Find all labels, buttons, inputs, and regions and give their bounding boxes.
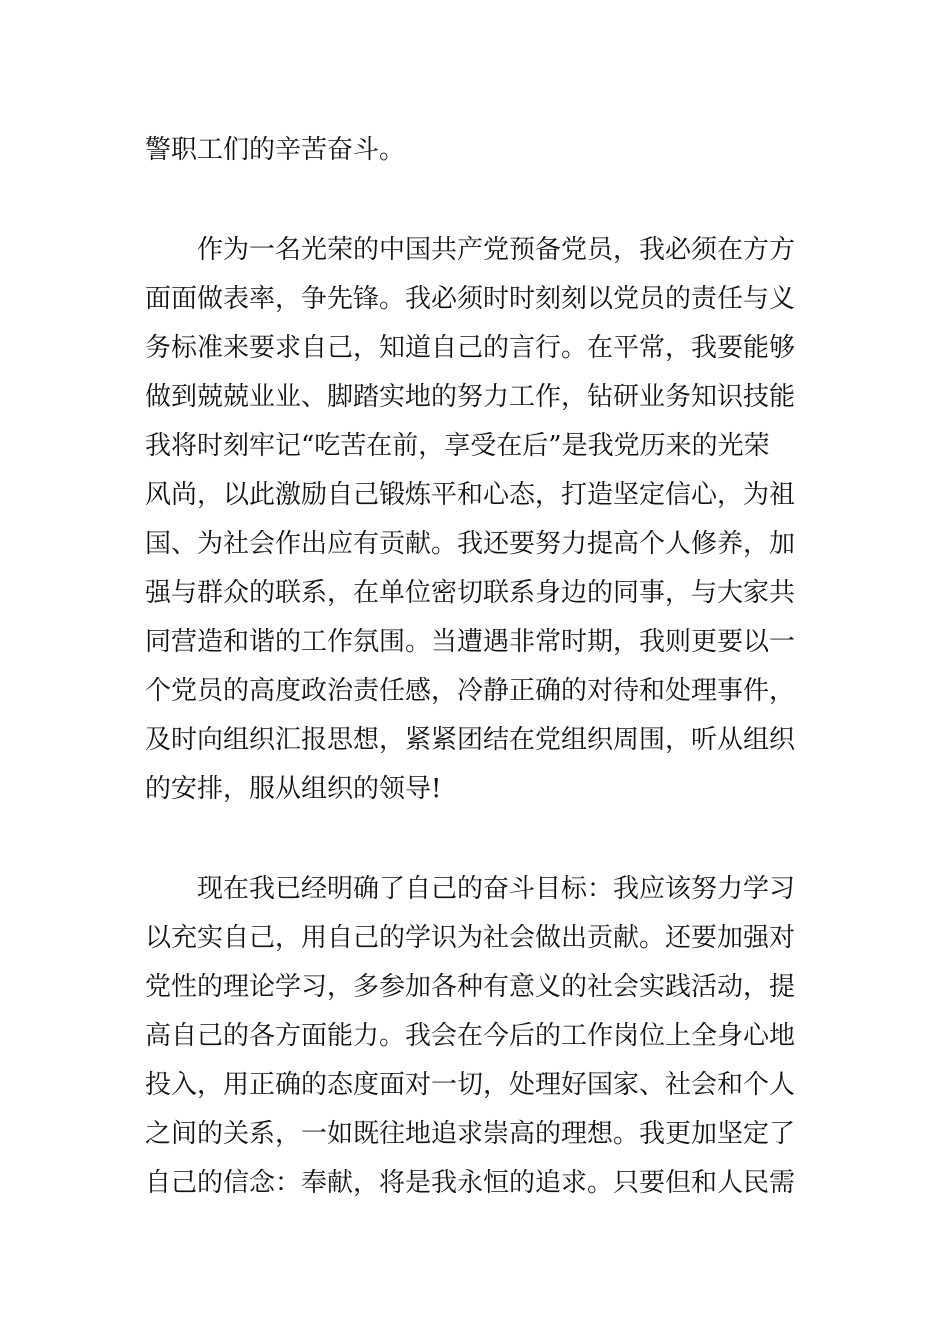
- paragraph-3-line-6: 之间的关系，一如既往地追求崇高的理想。我更加坚定了: [145, 1119, 796, 1149]
- paragraph-2-line-10: 个党员的高度政治责任感，冷静正确的对待和处理事件，: [145, 676, 796, 706]
- paragraph-2-line-5: 我将时刻牢记“吃苦在前，享受在后”是我党历来的光荣: [145, 431, 770, 461]
- paragraph-2-line-12: 的安排，服从组织的领导!: [145, 774, 442, 804]
- paragraph-3-line-1: 现在我已经明确了自己的奋斗目标：我应该努力学习: [197, 874, 796, 904]
- paragraph-2-line-9: 同营造和谐的工作氛围。当遭遇非常时期，我则更要以一: [145, 627, 796, 657]
- paragraph-2-line-3: 务标准来要求自己，知道自己的言行。在平常，我要能够: [145, 333, 796, 363]
- paragraph-1-line-1: 警职工们的辛苦奋斗。: [145, 135, 406, 165]
- paragraph-2-line-11: 及时向组织汇报思想，紧紧团结在党组织周围，听从组织: [145, 725, 796, 755]
- paragraph-3-line-4: 高自己的各方面能力。我会在今后的工作岗位上全身心地: [145, 1021, 796, 1051]
- paragraph-3-line-2: 以充实自己，用自己的学识为社会做出贡献。还要加强对: [145, 923, 796, 953]
- paragraph-2-line-7: 国、为社会作出应有贡献。我还要努力提高个人修养，加: [145, 529, 796, 559]
- paragraph-2-line-1: 作为一名光荣的中国共产党预备党员，我必须在方方: [197, 235, 796, 265]
- paragraph-2-line-6: 风尚，以此激励自己锻炼平和心态，打造坚定信心，为祖: [145, 480, 796, 510]
- paragraph-3-line-7: 自己的信念：奉献，将是我永恒的追求。只要但和人民需: [145, 1168, 796, 1198]
- paragraph-3-line-5: 投入，用正确的态度面对一切，处理好国家、社会和个人: [145, 1070, 796, 1100]
- paragraph-3-line-3: 党性的理论学习，多参加各种有意义的社会实践活动，提: [145, 972, 796, 1002]
- paragraph-2-line-8: 强与群众的联系，在单位密切联系身边的同事，与大家共: [145, 578, 796, 608]
- paragraph-2-line-4: 做到兢兢业业、脚踏实地的努力工作，钻研业务知识技能: [145, 382, 796, 412]
- paragraph-2-line-2: 面面做表率，争先锋。我必须时时刻刻以党员的责任与义: [145, 284, 796, 314]
